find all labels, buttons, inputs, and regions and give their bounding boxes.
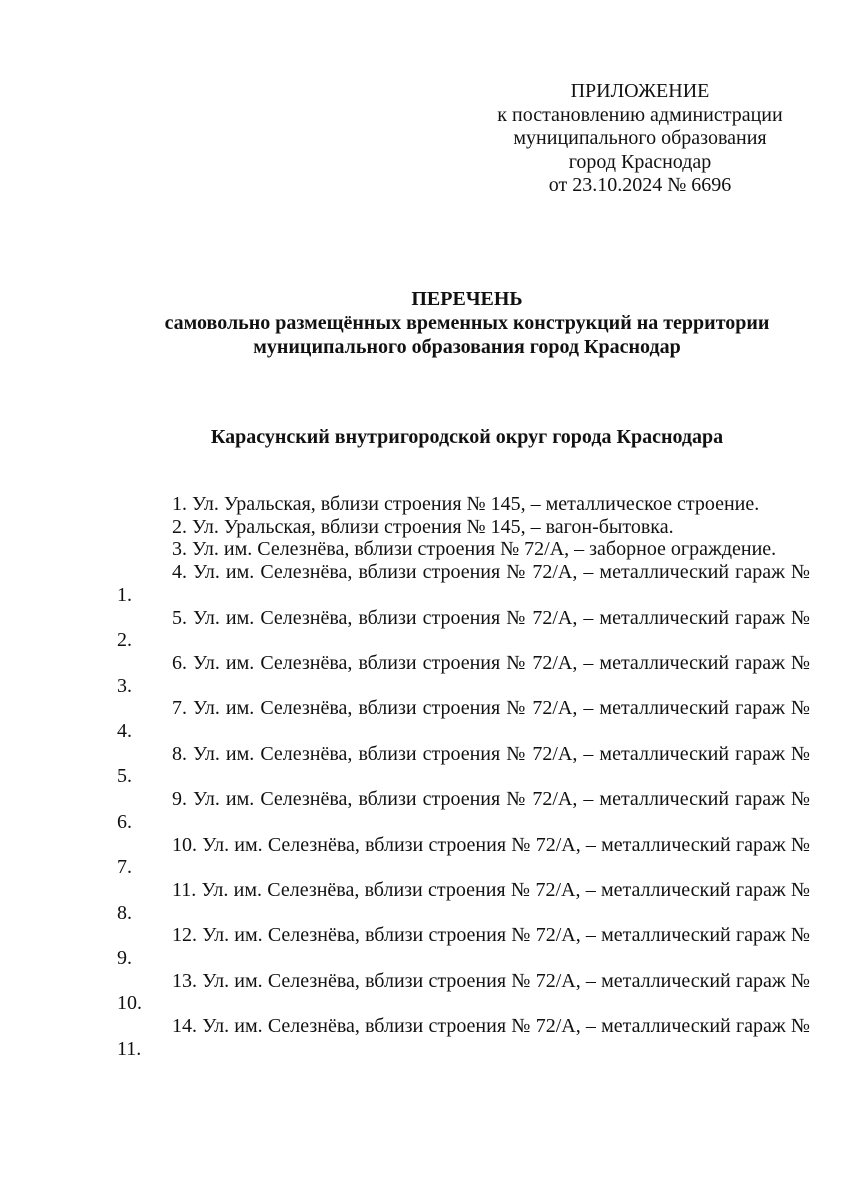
title-line: самовольно размещённых временных конструкций на территории xyxy=(164,312,770,334)
list-item: 5. Ул. им. Селезнёва, вблизи строения № 72/А, – металлический гараж № 2. xyxy=(117,606,810,652)
list-item: 12. Ул. им. Селезнёва, вблизи строения № 72/А, – металлический гараж № 9. xyxy=(117,924,810,970)
list-item: 2. Ул. Уральская, вблизи строения № 145, – вагон-бытовка. xyxy=(172,515,674,538)
appendix-label: ПРИЛОЖЕНИЕ xyxy=(570,80,710,102)
appendix-header xyxy=(480,80,800,198)
appendix-line: муниципального образования xyxy=(513,127,767,149)
list-item: 1. Ул. Уральская, вблизи строения № 145, – металлическое строение. xyxy=(172,493,760,515)
list-item: 13. Ул. им. Селезнёва, вблизи строения № 72/А, – металлический гараж № 10. xyxy=(117,969,810,1015)
constructions-list xyxy=(117,493,810,1061)
list-item: 10. Ул. им. Селезнёва, вблизи строения № 72/А, – металлический гараж № 7. xyxy=(117,833,810,879)
appendix-line: к постановлению администрации xyxy=(497,103,783,126)
district-heading: Карасунский внутригородской округ города Краснодара xyxy=(210,426,724,448)
list-item: 6. Ул. им. Селезнёва, вблизи строения № 72/А, – металлический гараж № 3. xyxy=(117,651,810,697)
appendix-line: город Краснодар xyxy=(568,150,712,173)
list-item: 11. Ул. им. Селезнёва, вблизи строения № 72/А, – металлический гараж № 8. xyxy=(117,878,810,924)
list-item: 3. Ул. им. Селезнёва, вблизи строения № 72/А, – заборное ограждение. xyxy=(172,538,777,561)
list-item: 8. Ул. им. Селезнёва, вблизи строения № 72/А, – металлический гараж № 5. xyxy=(117,742,810,788)
list-item: 4. Ул. им. Селезнёва, вблизи строения № 72/А, – металлический гараж № 1. xyxy=(117,561,810,606)
title-heading: ПЕРЕЧЕНЬ xyxy=(411,288,523,310)
list-item: 9. Ул. им. Селезнёва, вблизи строения № 72/А, – металлический гараж № 6. xyxy=(117,788,810,833)
list-item: 7. Ул. им. Селезнёва, вблизи строения № 72/А, – металлический гараж № 4. xyxy=(117,697,810,743)
appendix-date-number: от 23.10.2024 № 6696 xyxy=(548,174,732,196)
title-line: муниципального образования город Краснодар xyxy=(253,336,681,358)
list-item: 14. Ул. им. Селезнёва, вблизи строения № 72/А, – металлический гараж № 11. xyxy=(117,1015,810,1060)
document-title xyxy=(110,287,824,359)
